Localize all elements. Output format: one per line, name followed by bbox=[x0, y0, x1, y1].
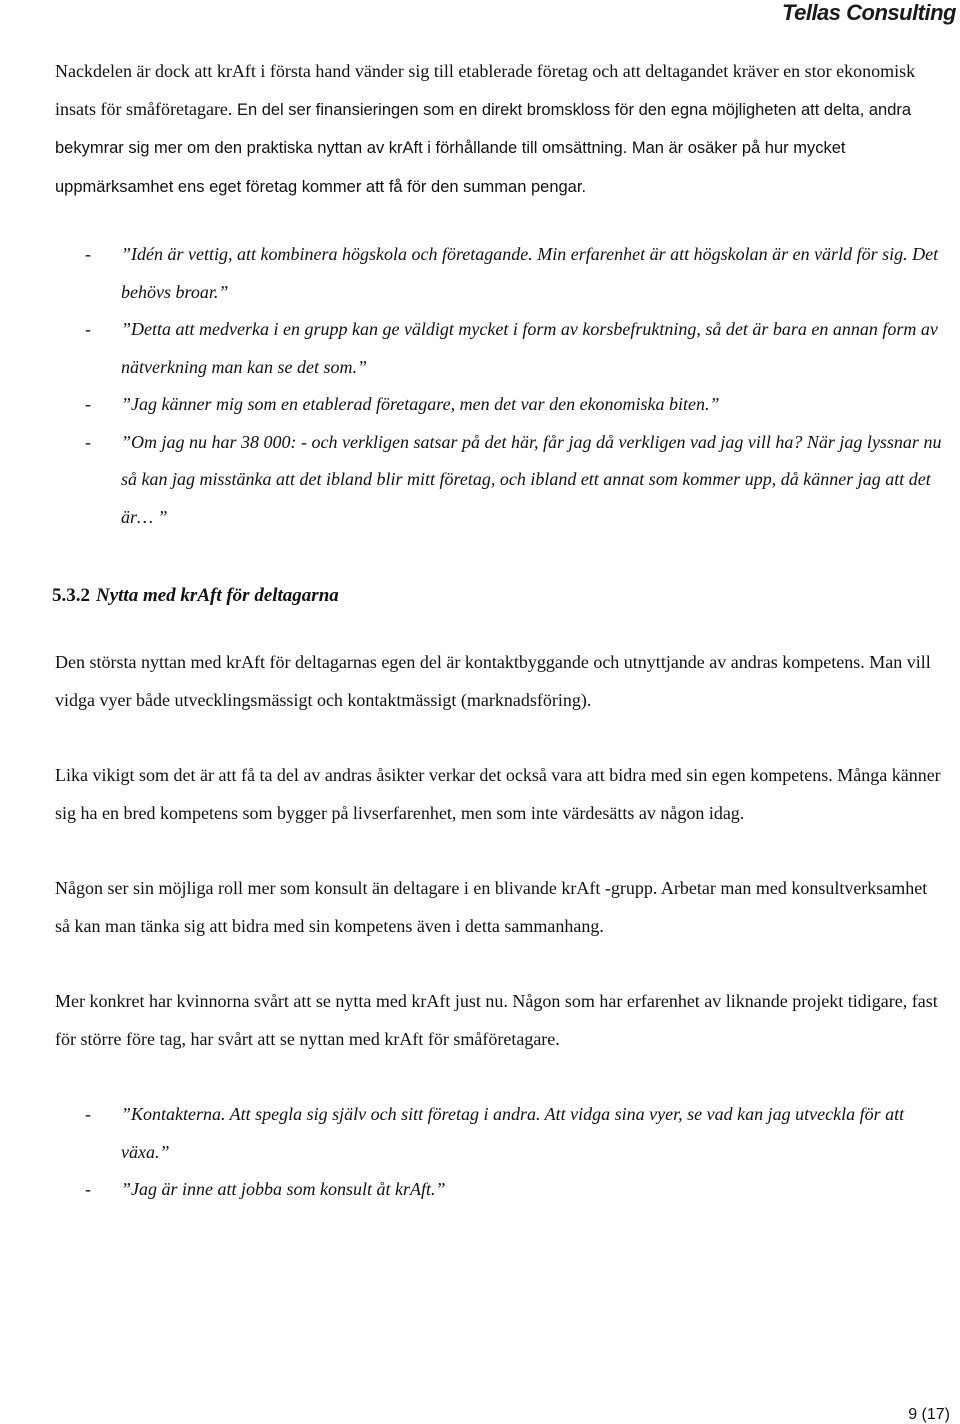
body-paragraph: Mer konkret har kvinnorna svårt att se nytta med krAft just nu. Någon som har erfarenhet av liknande projekt tidigare, fast för större före tag, har svårt att se nyttan med krAft för småföretagare. bbox=[55, 991, 938, 1049]
intro-part-2: En del ser finansieringen som en direkt bromskloss för den egna möjligheten att delta, andra bekymrar sig mer om den praktiska nyttan av krAft i förhållande till omsättning. Man är osäker på hur mycket uppmärksamhet ens eget företag kommer att få för den summan pengar. bbox=[55, 100, 912, 196]
bullet-dash: - bbox=[85, 319, 91, 339]
quote-item bbox=[55, 311, 945, 386]
bullet-dash: - bbox=[85, 431, 91, 452]
quote-text: ”Kontakterna. Att spegla sig själv och sitt företag i andra. Att vidga sina vyer, se vad kan jag utveckla för att växa.” bbox=[121, 1104, 905, 1162]
quote-list-2 bbox=[55, 1096, 945, 1209]
quote-text: ”Om jag nu har 38 000: - och verkligen satsar på det här, får jag då verkligen vad jag vill ha? När jag lyssnar nu så kan jag misstänka att det ibland blir mitt företag, och ibland ett annat som kommer upp, då känner jag att det är… ” bbox=[121, 431, 942, 527]
header-company-name: Tellas Consulting bbox=[781, 0, 956, 25]
page-body bbox=[52, 53, 945, 1209]
quote-text: ”Idén är vettig, att kombinera högskola och företagande. Min erfarenhet är att högskolan är en värld för sig. Det behövs broar.” bbox=[121, 244, 939, 302]
section-number: 5.3.2 bbox=[52, 585, 90, 606]
quote-item bbox=[55, 386, 945, 424]
quote-list-1 bbox=[55, 236, 945, 536]
body-paragraph: Den största nyttan med krAft för deltagarnas egen del är kontaktbyggande och utnyttjande av andras kompetens. Man vill vidga vyer både utvecklingsmässigt och kontaktmässigt (marknadsföring). bbox=[55, 652, 931, 710]
section-title: Nytta med krAft för deltagarna bbox=[96, 585, 339, 606]
quote-text: ”Jag är inne att jobba som konsult åt krAft.” bbox=[121, 1179, 446, 1199]
page-number: 9 (17) bbox=[908, 1406, 950, 1423]
section-heading bbox=[52, 578, 945, 614]
body-paragraph: Lika vikigt som det är att få ta del av andras åsikter verkar det också vara att bidra med sin egen kompetens. Många känner sig ha en bred kompetens som bygger på livserfarenhet, men som inte värdesätts av någon idag. bbox=[55, 765, 941, 823]
quote-item bbox=[55, 1096, 945, 1171]
quote-text: ”Jag känner mig som en etablerad företagare, men det var den ekonomiska biten.” bbox=[121, 394, 720, 414]
quote-item bbox=[55, 236, 945, 311]
quote-item bbox=[55, 424, 945, 537]
body-paragraph: Någon ser sin möjliga roll mer som konsult än deltagare i en blivande krAft -grupp. Arbetar man med konsultverksamhet så kan man tänka sig att bidra med sin kompetens även i detta sammanhang. bbox=[55, 878, 928, 936]
intro-paragraph bbox=[55, 53, 945, 206]
bullet-dash: - bbox=[85, 244, 91, 264]
quote-text: ”Detta att medverka i en grupp kan ge väldigt mycket i form av korsbefruktning, så det är bara en annan form av nätverkning man kan se det som.” bbox=[121, 319, 938, 377]
bullet-dash: - bbox=[85, 394, 91, 414]
quote-item bbox=[55, 1171, 945, 1209]
bullet-dash: - bbox=[85, 1179, 91, 1199]
intro-part-1: Nackdelen är dock att krAft i första hand vänder sig till etablerade företag och att deltagandet kräver en stor ekonomisk insats för småföretagare. bbox=[55, 61, 916, 119]
bullet-dash: - bbox=[85, 1104, 91, 1124]
